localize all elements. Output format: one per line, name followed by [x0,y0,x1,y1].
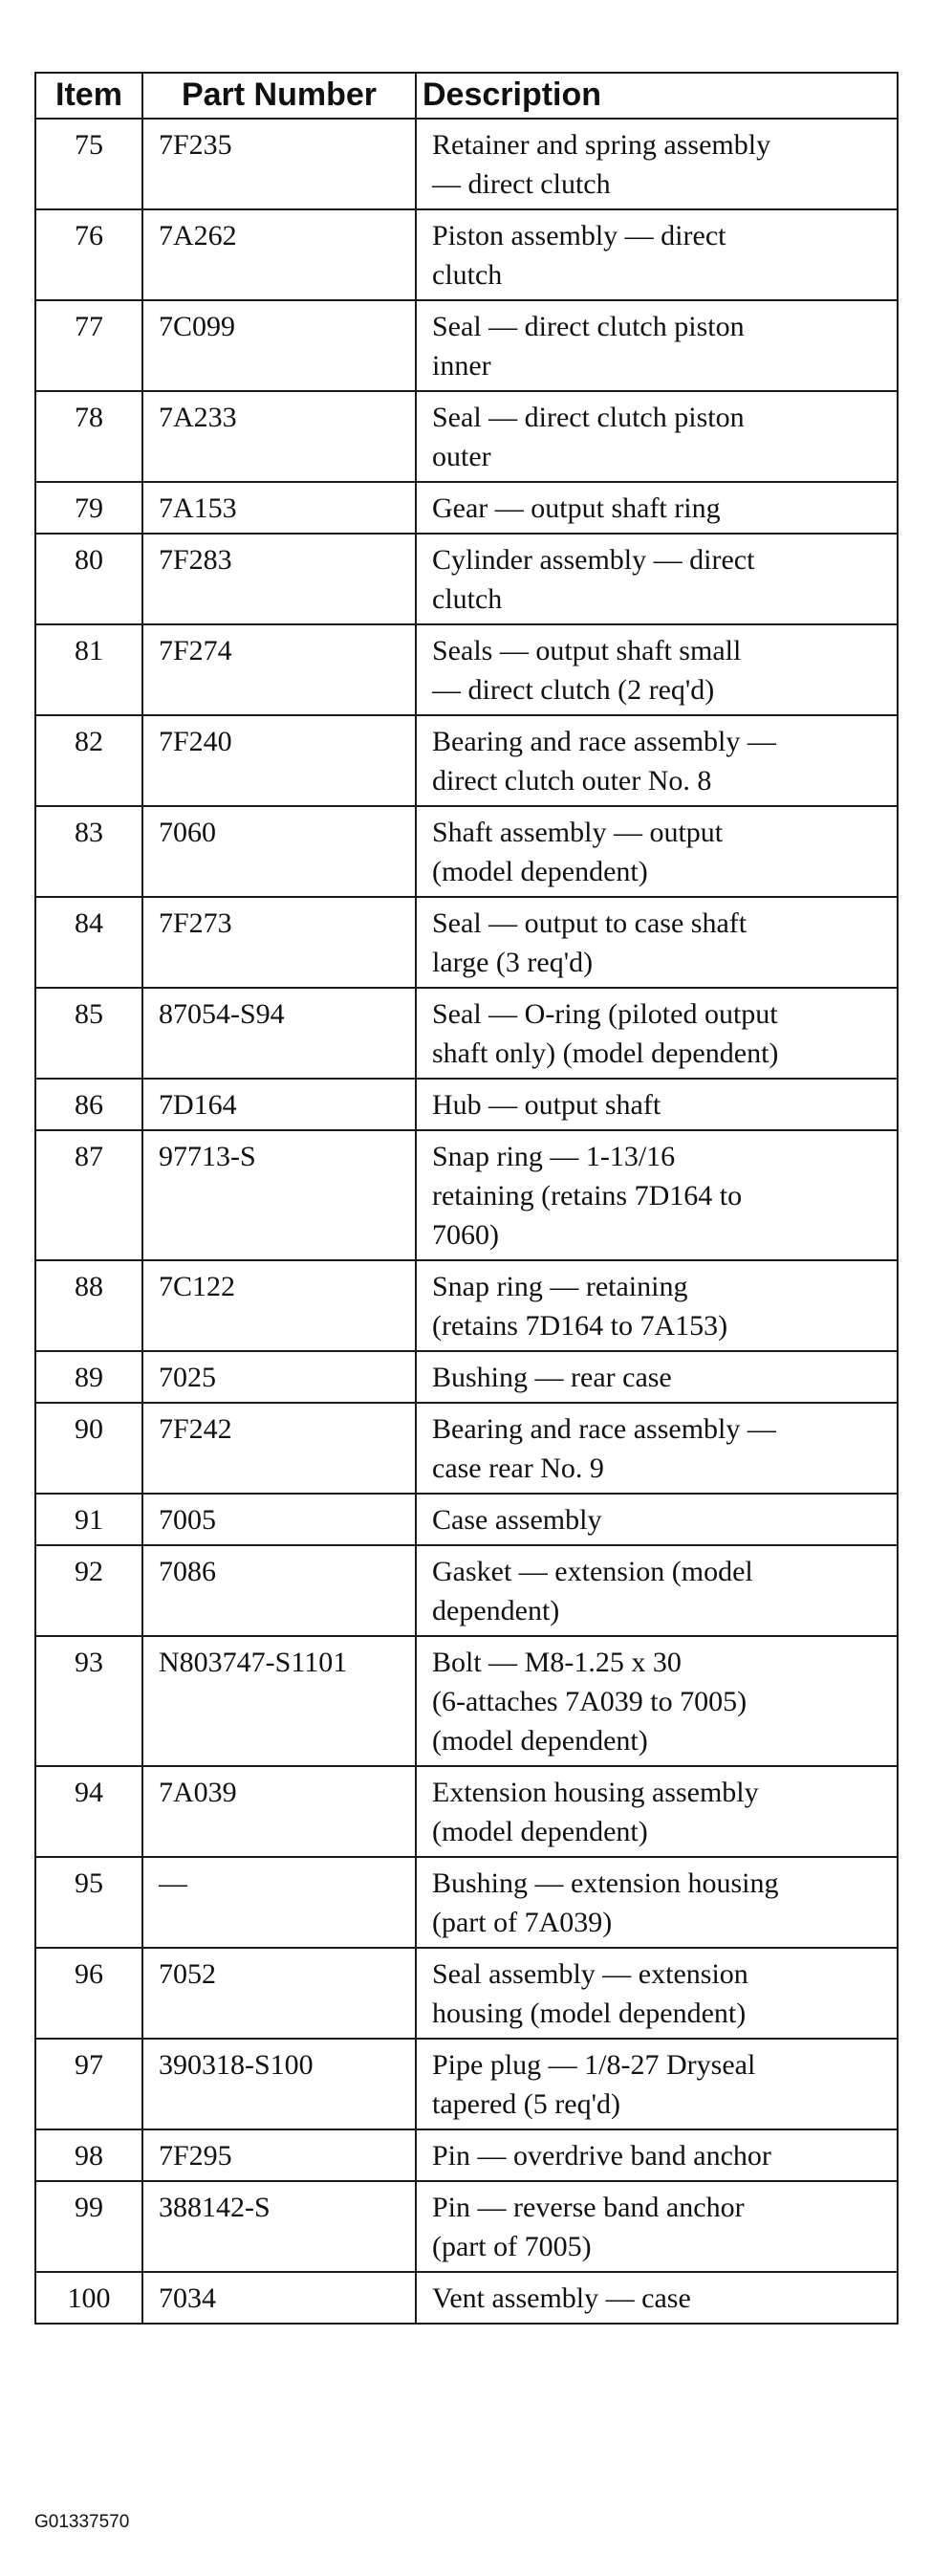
description-line: Bushing — rear case [432,1362,672,1393]
description-line: Hub — output shaft [432,1089,661,1121]
table-row [35,1766,898,1857]
item-cell: 83 [35,806,142,897]
description-cell [416,1636,898,1766]
part-number-cell: 7F240 [142,715,416,806]
description-line: Snap ring — 1-13/16 [432,1141,676,1172]
part-number-cell: 97713-S [142,1130,416,1260]
description-line: — direct clutch (2 req'd) [432,674,715,706]
description-line: Gasket — extension (model [432,1556,753,1587]
item-cell: 80 [35,534,142,624]
description-line: shaft only) (model dependent) [432,1037,779,1069]
description-cell [416,2129,898,2181]
description-line: (6-attaches 7A039 to 7005) [432,1686,748,1717]
part-number-cell: 390318-S100 [142,2039,416,2129]
description-line: large (3 req'd) [432,947,594,978]
part-number-cell: 7F283 [142,534,416,624]
description-cell [416,897,898,988]
table-row [35,1079,898,1130]
description-cell [416,1494,898,1545]
description-cell [416,715,898,806]
description-line: direct clutch outer No. 8 [432,765,712,797]
table-row [35,391,898,482]
table-row [35,1130,898,1260]
part-number-cell: 7F235 [142,119,416,209]
description-line: clutch [432,583,503,615]
table-row [35,2272,898,2324]
table-row [35,1545,898,1636]
part-number-cell: 7052 [142,1948,416,2039]
table-row [35,1260,898,1351]
header-description: Description [416,73,898,119]
item-cell: 78 [35,391,142,482]
part-number-cell: N803747-S1101 [142,1636,416,1766]
table-row [35,1403,898,1494]
description-cell [416,806,898,897]
description-cell [416,209,898,300]
part-number-cell: 7A153 [142,482,416,534]
description-cell [416,300,898,391]
part-number-cell: 7086 [142,1545,416,1636]
description-line: Seals — output shaft small [432,635,742,666]
part-number-cell: 7C099 [142,300,416,391]
description-line: outer [432,441,491,472]
description-line: Pipe plug — 1/8-27 Dryseal [432,2049,756,2081]
item-cell: 77 [35,300,142,391]
part-number-cell: 7034 [142,2272,416,2324]
table-row [35,2039,898,2129]
item-cell: 97 [35,2039,142,2129]
table-row [35,1351,898,1403]
item-cell: 92 [35,1545,142,1636]
description-line: Case assembly [432,1504,602,1536]
item-cell: 98 [35,2129,142,2181]
table-row [35,2181,898,2272]
item-cell: 93 [35,1636,142,1766]
description-cell [416,1351,898,1403]
description-line: Cylinder assembly — direct [432,544,755,576]
description-line: (part of 7A039) [432,1907,613,1938]
description-line: Seal — direct clutch piston [432,311,745,342]
part-number-cell: 7025 [142,1351,416,1403]
table-row [35,2129,898,2181]
description-cell [416,624,898,715]
description-line: Snap ring — retaining [432,1271,688,1302]
description-line: Bolt — M8-1.25 x 30 [432,1647,682,1678]
description-cell [416,1766,898,1857]
item-cell: 84 [35,897,142,988]
item-cell: 95 [35,1857,142,1948]
description-line: (model dependent) [432,1725,648,1757]
description-line: Retainer and spring assembly [432,129,771,161]
description-line: tapered (5 req'd) [432,2088,620,2120]
part-number-cell: 7F273 [142,897,416,988]
table-row [35,806,898,897]
description-line: Shaft assembly — output [432,817,724,848]
table-row [35,1857,898,1948]
item-cell: 91 [35,1494,142,1545]
description-cell [416,119,898,209]
part-number-cell: 7A233 [142,391,416,482]
description-line: (model dependent) [432,856,648,887]
description-line: (model dependent) [432,1816,648,1847]
description-cell [416,2181,898,2272]
table-row [35,988,898,1079]
parts-table [34,72,899,2325]
item-cell: 75 [35,119,142,209]
table-row [35,119,898,209]
description-line: Bushing — extension housing [432,1867,779,1899]
part-number-cell: 87054-S94 [142,988,416,1079]
description-line: Extension housing assembly [432,1777,759,1808]
table-row [35,209,898,300]
part-number-cell: 7005 [142,1494,416,1545]
description-line: (part of 7005) [432,2231,592,2262]
description-line: Vent assembly — case [432,2282,691,2314]
figure-code: G01337570 [34,2512,130,2532]
description-line: case rear No. 9 [432,1452,604,1484]
description-cell [416,391,898,482]
table-row [35,1636,898,1766]
item-cell: 100 [35,2272,142,2324]
description-line: clutch [432,259,503,291]
item-cell: 89 [35,1351,142,1403]
table-row [35,715,898,806]
item-cell: 96 [35,1948,142,2039]
header-row [35,73,898,119]
item-cell: 85 [35,988,142,1079]
description-line: retaining (retains 7D164 to [432,1180,743,1212]
description-line: (retains 7D164 to 7A153) [432,1310,728,1342]
description-line: 7060) [432,1219,499,1251]
part-number-cell: 7F295 [142,2129,416,2181]
description-cell [416,1403,898,1494]
part-number-cell: 7F274 [142,624,416,715]
part-number-cell: 7060 [142,806,416,897]
table-row [35,482,898,534]
description-cell [416,988,898,1079]
part-number-cell: 7D164 [142,1079,416,1130]
description-cell [416,2272,898,2324]
item-cell: 86 [35,1079,142,1130]
description-cell [416,2039,898,2129]
part-number-cell: 7A262 [142,209,416,300]
table-row [35,897,898,988]
description-cell [416,1948,898,2039]
description-cell [416,534,898,624]
part-number-cell: 7F242 [142,1403,416,1494]
table-body [35,119,898,2324]
description-line: Pin — overdrive band anchor [432,2140,771,2172]
table-row [35,624,898,715]
item-cell: 82 [35,715,142,806]
description-line: inner [432,350,491,382]
description-line: housing (model dependent) [432,1997,747,2029]
part-number-cell: 7C122 [142,1260,416,1351]
item-cell: 81 [35,624,142,715]
description-line: Seal assembly — extension [432,1958,748,1990]
item-cell: 79 [35,482,142,534]
description-cell [416,1857,898,1948]
item-cell: 99 [35,2181,142,2272]
description-cell [416,1545,898,1636]
description-line: Bearing and race assembly — [432,726,776,757]
item-cell: 94 [35,1766,142,1857]
description-line: Piston assembly — direct [432,220,726,251]
description-line: — direct clutch [432,168,611,200]
item-cell: 87 [35,1130,142,1260]
item-cell: 90 [35,1403,142,1494]
table-row [35,300,898,391]
description-line: dependent) [432,1595,560,1626]
description-line: Bearing and race assembly — [432,1413,776,1445]
description-line: Seal — O-ring (piloted output [432,998,778,1030]
description-cell [416,1260,898,1351]
item-cell: 88 [35,1260,142,1351]
description-cell [416,1079,898,1130]
part-number-cell: 388142-S [142,2181,416,2272]
description-cell [416,482,898,534]
header-item: Item [35,73,142,119]
header-part-number: Part Number [142,73,416,119]
part-number-cell: 7A039 [142,1766,416,1857]
table-row [35,534,898,624]
table-row [35,1948,898,2039]
description-line: Gear — output shaft ring [432,492,721,524]
item-cell: 76 [35,209,142,300]
part-number-cell: — [142,1857,416,1948]
description-line: Seal — output to case shaft [432,907,748,939]
description-cell [416,1130,898,1260]
description-line: Seal — direct clutch piston [432,402,745,433]
description-line: Pin — reverse band anchor [432,2192,745,2223]
table-row [35,1494,898,1545]
